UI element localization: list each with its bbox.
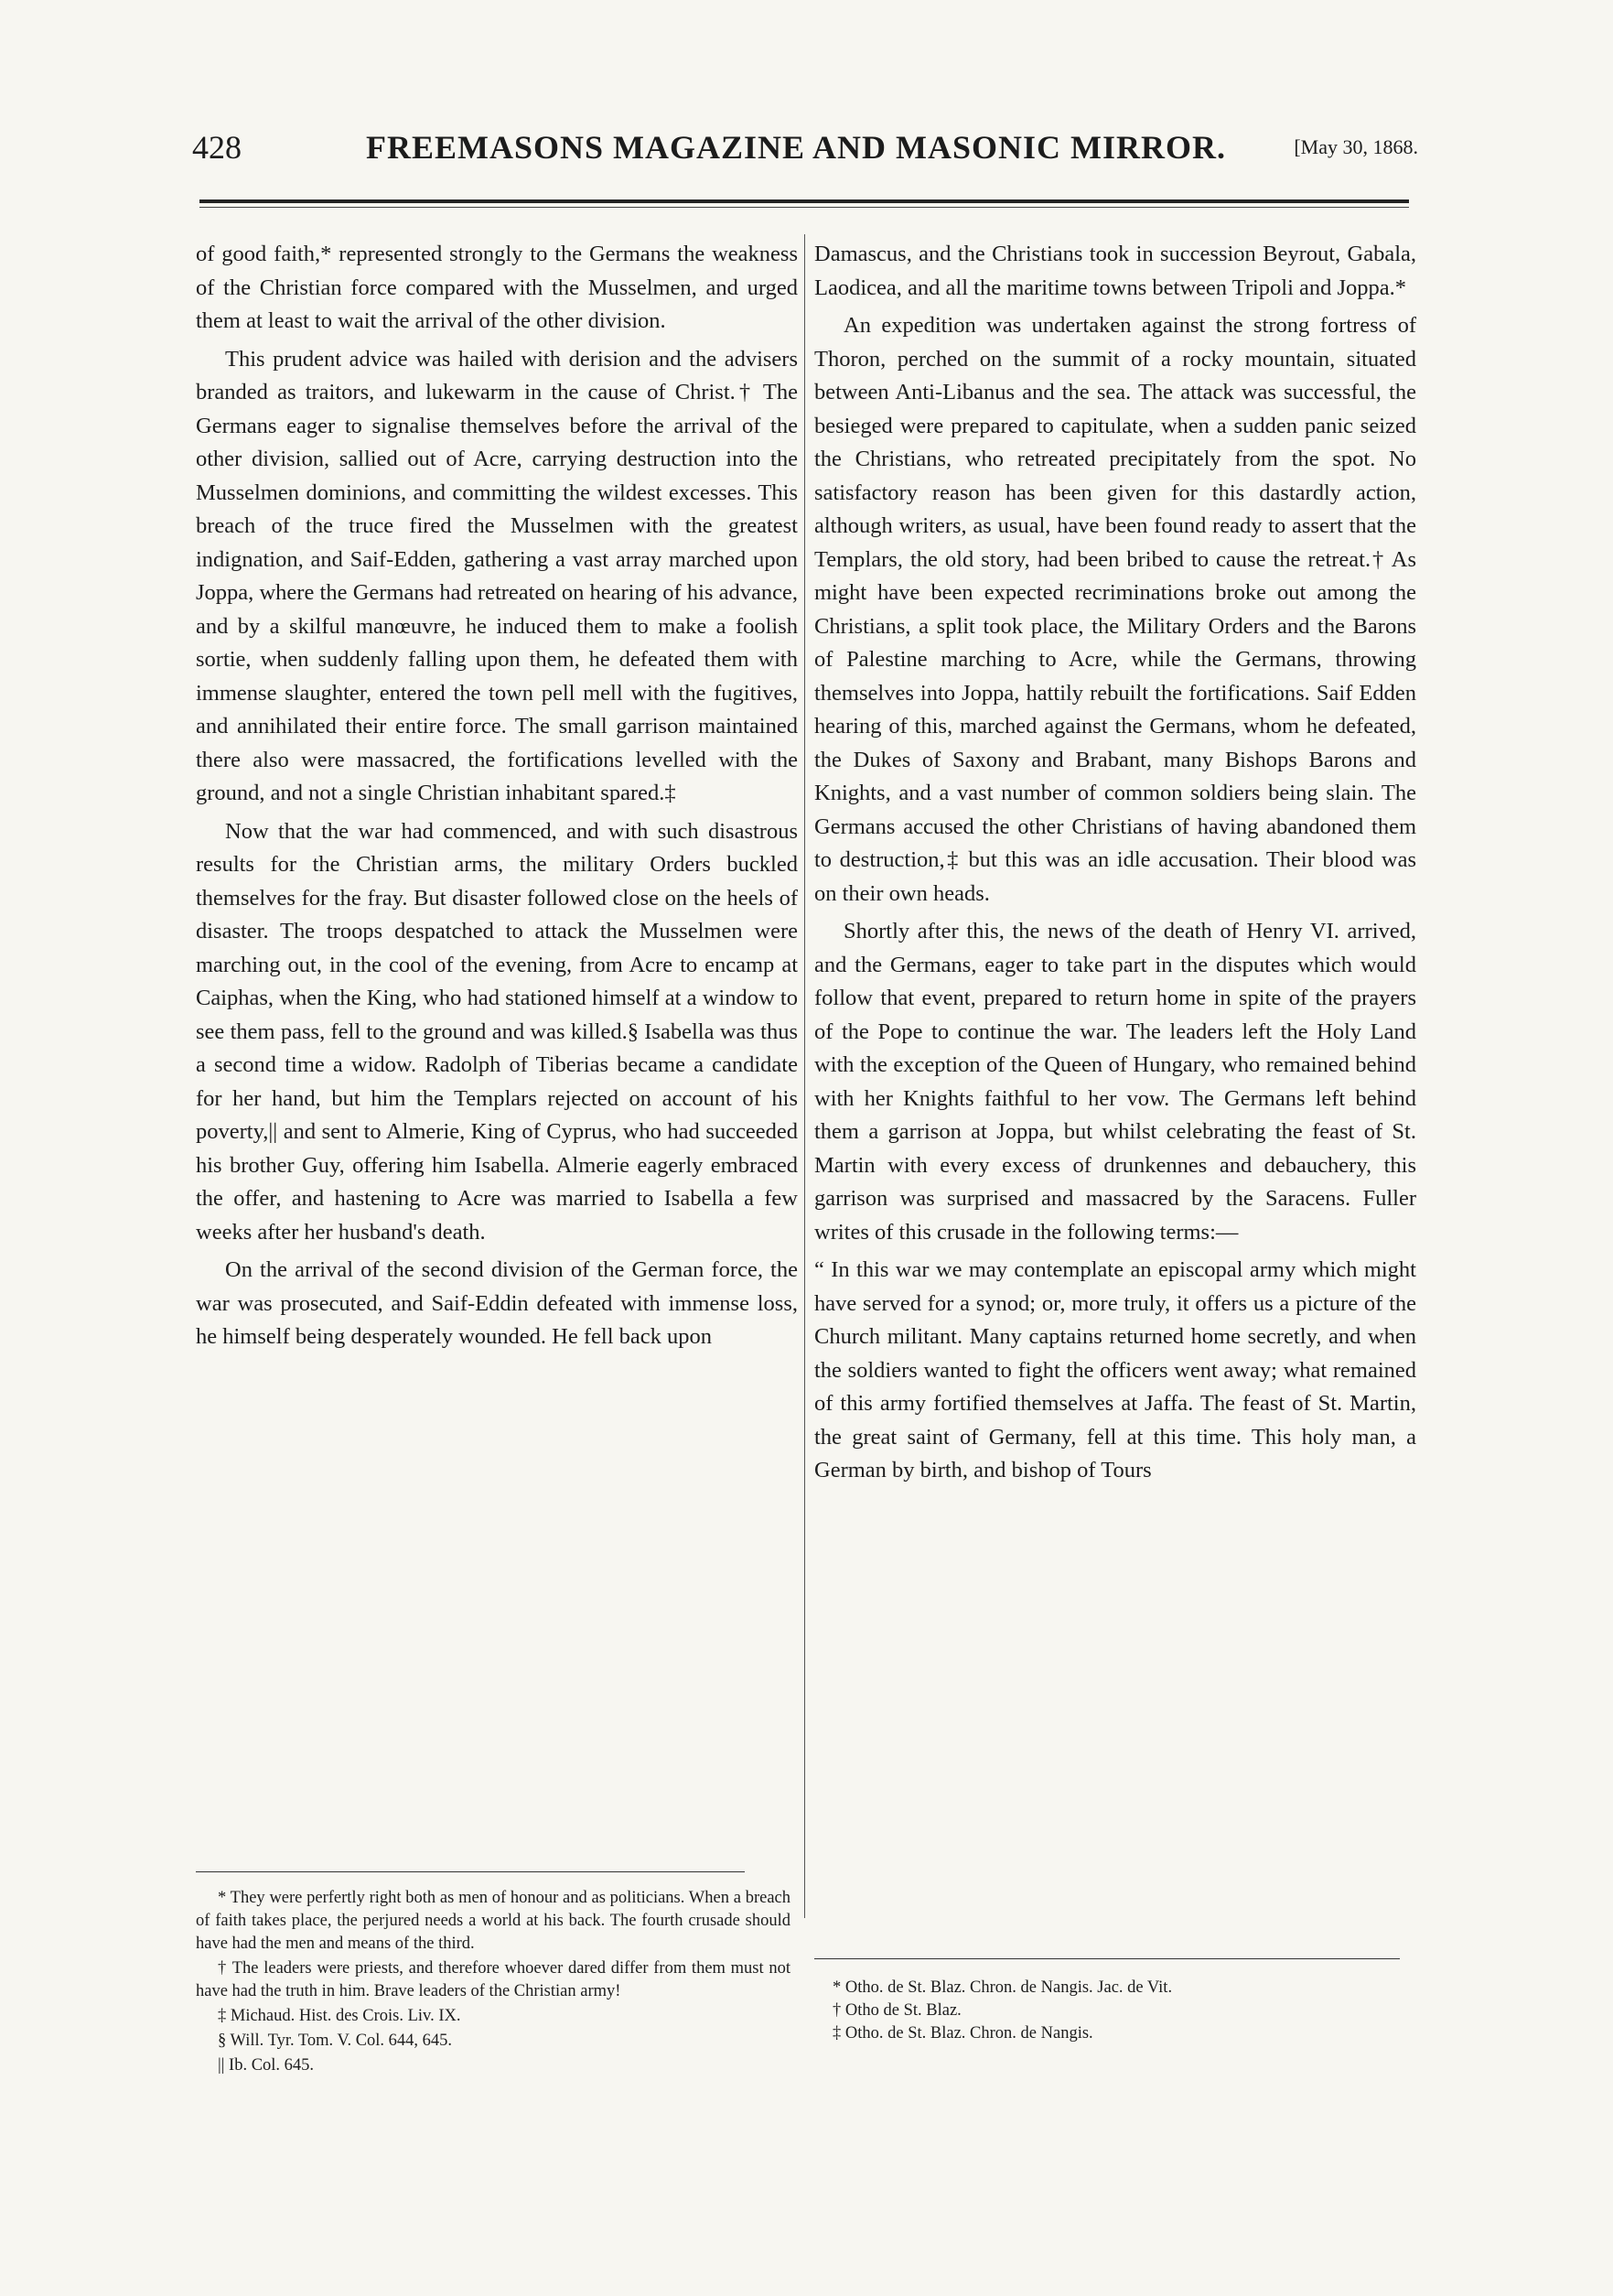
page-number: 428 (192, 129, 242, 166)
footnote: ‡ Michaud. Hist. des Crois. Liv. IX. (218, 2007, 461, 2025)
right-paragraph: Damascus, and the Christians took in succession Beyrout, Gabala, Laodicea, and all the maritime towns between Tripoli and Joppa.* (814, 242, 1416, 300)
footnote: ‡ Otho. de St. Blaz. Chron. de Nangis. (833, 2024, 1093, 2043)
footnote: † The leaders were priests, and therefore whoever dared differ from them must not have had the truth in him. Brave leaders of the Christian army! (196, 1959, 790, 2000)
right-column (814, 238, 1416, 1903)
header-rule-thin (199, 207, 1409, 208)
header-rule-thick (199, 199, 1409, 203)
footnote-rule-right (814, 1958, 1400, 1959)
left-paragraph: On the arrival of the second division of the German force, the war was prosecuted, and Saif-Eddin defeated with immense loss, he himself being desperately wounded. He fell back upon (196, 1257, 798, 1349)
issue-date: [May 30, 1868. (1294, 135, 1418, 158)
left-footnotes (196, 1887, 790, 2079)
page-header (192, 128, 1418, 183)
right-footnotes (814, 1977, 1409, 2045)
column-divider (804, 234, 805, 1918)
footnote: || Ib. Col. 645. (218, 2056, 315, 2075)
magazine-title: FREEMASONS MAGAZINE AND MASONIC MIRROR. (365, 129, 1227, 166)
right-paragraph: An expedition was undertaken against the strong fortress of Thoron, perched on the summit of a rocky mountain, situated between Anti-Libanus and the sea. The attack was successful, the besieged were prepared to capitulate, when a sudden panic seized the Christians, who retreated precipitately from the spot. No satisfactory reason has been given for this dastardly action, although writers, as usual, have been found ready to assert that the Templars, the old story, had been bribed to cause the retreat.† As might have been expected recriminations broke out among the Christians, a split took place, the Military Orders and the Barons of Palestine marching to Acre, while the Germans, throwing themselves into Joppa, hattily rebuilt the fortifications. Saif Edden hearing of this, marched against the Germans, whom he defeated, the Dukes of Saxony and Brabant, many Bishops Barons and Knights, and a vast number of common soldiers being slain. The Germans accused the other Christians of having abandoned them to destruction,‡ but this was an idle accusation. Their blood was on their own heads. (814, 313, 1416, 906)
right-paragraph: Shortly after this, the news of the death of Henry VI. arrived, and the Germans, eager to take part in the disputes which would follow that event, prepared to return home in spite of the prayers of the Pope to continue the war. The leaders left the Holy Land with the exception of the Queen of Hungary, who remained behind with her Knights faithful to her vow. The Germans left behind them a garrison at Joppa, but whilst celebrating the feast of St. Martin with every excess of drunkennes and debauchery, this garrison was surprised and massacred by the Saracens. Fuller writes of this crusade in the following terms:— (814, 919, 1416, 1245)
footnote: * They were perfertly right both as men of honour and as politicians. When a breach of faith takes place, the perjured needs a world at his back. The fourth crusade should have had the men and means of the third. (196, 1889, 790, 1953)
right-paragraph-quote: “ In this war we may contemplate an episcopal army which might have served for a synod; or, more truly, it offers us a picture of the Church militant. Many captains returned home secretly, and when the soldiers wanted to fight the officers went away; what remained of this army fortified themselves at Jaffa. The feast of St. Martin, the great saint of Germany, fell at this time. This holy man, a German by birth, and bishop of Tours (814, 1257, 1416, 1482)
left-paragraph: of good faith,* represented strongly to the Germans the weakness of the Christian force compared with the Musselmen, and urged them at least to wait the arrival of the other division. (196, 242, 798, 333)
left-column (196, 238, 798, 1826)
footnote: † Otho de St. Blaz. (833, 2001, 962, 2020)
footnote-rule-left (196, 1871, 745, 1872)
footnote: § Will. Tyr. Tom. V. Col. 644, 645. (218, 2032, 453, 2050)
left-paragraph: Now that the war had commenced, and with such disastrous results for the Christian arms, the military Orders buckled themselves for the fray. But disaster followed close on the heels of disaster. The troops despatched to attack the Musselmen were marching out, in the cool of the evening, from Acre to encamp at Caiphas, when the King, who had stationed himself at a window to see them pass, fell to the ground and was killed.§ Isabella was thus a second time a widow. Radolph of Tiberias became a candidate for her hand, but him the Templars rejected on account of his poverty,|| and sent to Almerie, King of Cyprus, who had succeeded his brother Guy, offering him Isabella. Almerie eagerly embraced the offer, and hastening to Acre was married to Isabella a few weeks after her husband's death. (196, 818, 798, 1245)
footnote: * Otho. de St. Blaz. Chron. de Nangis. Jac. de Vit. (833, 1978, 1173, 1997)
left-paragraph: This prudent advice was hailed with derision and the advisers branded as traitors, and lukewarm in the cause of Christ.† The Germans eager to signalise themselves before the arrival of the other division, sallied out of Acre, carrying destruction into the Musselmen dominions, and committing the wildest excesses. This breach of the truce fired the Musselmen with the greatest indignation, and Saif-Edden, gathering a vast array marched upon Joppa, where the Germans had retreated on hearing of his advance, and by a skilful manœuvre, he induced them to make a foolish sortie, when suddenly falling upon them, he defeated them with immense slaughter, entered the town pell mell with the fugitives, and annihilated their entire force. The small garrison maintained there also were massacred, the fortifications levelled with the ground, and not a single Christian inhabitant spared.‡ (196, 346, 798, 805)
